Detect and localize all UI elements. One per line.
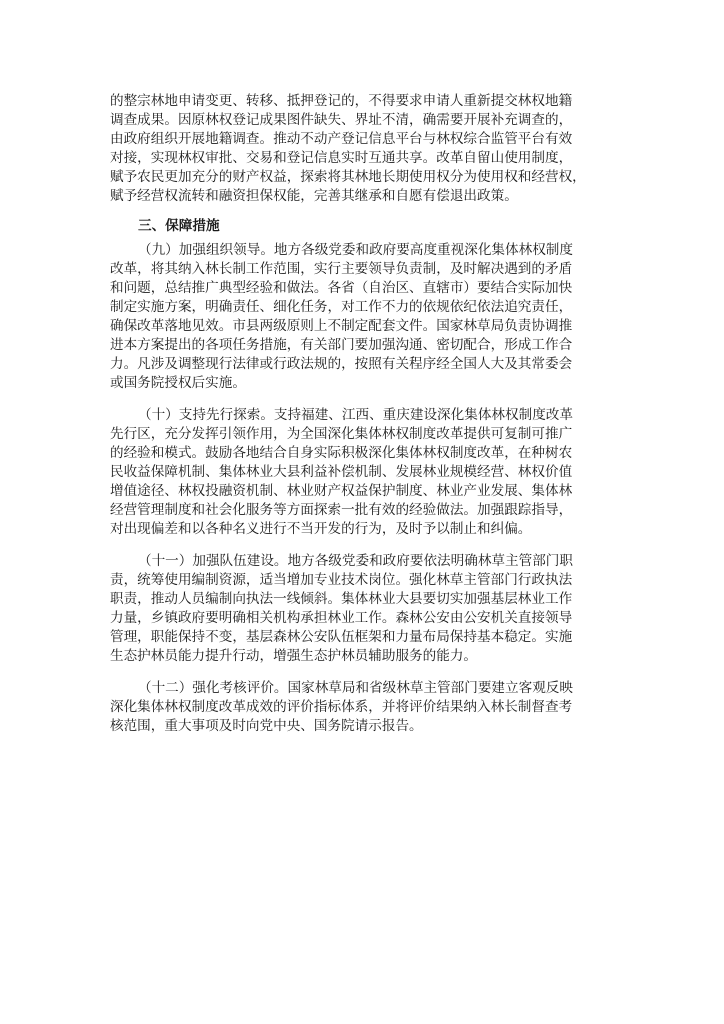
text-line: 和问题，总结推广典型经验和做法。各省（自治区、直辖市）要结合实际加快 [110,280,573,296]
text-line: 赋予农民更加充分的财产权益，探索将其林地长期使用权分为使用权和经营权， [110,169,586,185]
text-line: （十二）强化考核评价。国家林草局和省级林草主管部门要建立客观反映 [138,680,573,696]
text-line: 增值途径、林权投融资机制、林业财产权益保护制度、林业产业发展、集体林 [110,483,573,499]
paragraph-11 [110,552,618,666]
text-line: 先行区，充分发挥引领作用，为全国深化集体林权制度改革提供可复制可推广 [110,426,573,442]
text-line: （九）加强组织领导。地方各级党委和政府要高度重视深化集体林权制度 [138,242,573,258]
continuation-paragraph [110,92,618,206]
text-line: 或国务院授权后实施。 [110,375,246,391]
text-line: 对接，实现林权审批、交易和登记信息实时互通共享。改革自留山使用制度， [110,150,573,166]
text-line: 核范围，重大事项及时向党中央、国务院请示报告。 [110,718,423,734]
text-line: 进本方案提出的各项任务措施，有关部门要加强沟通、密切配合，形成工作合 [110,337,573,353]
text-line: （十一）加强队伍建设。地方各级党委和政府要依法明确林草主管部门职 [138,553,573,569]
text-line: 民收益保障机制、集体林业大县利益补偿机制、发展林业规模经营、林权价值 [110,464,573,480]
paragraph-gap [110,393,618,406]
text-line: 生态护林员能力提升行动，增强生态护林员辅助服务的能力。 [110,648,478,664]
document-page [110,92,618,736]
paragraph-12 [110,679,618,736]
paragraph-gap [110,666,618,679]
text-line: 的经验和模式。鼓励各地结合自身实际积极深化集体林权制度改革，在种树农 [110,445,573,461]
paragraph-10 [110,406,618,539]
text-line: 对出现偏差和以各种名义进行不当开发的行为，及时予以制止和纠偏。 [110,521,532,537]
text-line: 管理，职能保持不变，基层森林公安队伍框架和力量布局保持基本稳定。实施 [110,629,573,645]
text-line: 改革，将其纳入林长制工作范围，实行主要领导负责制，及时解决遇到的矛盾 [110,261,573,277]
section-heading: 三、保障措施 [138,218,220,234]
text-line: 力。凡涉及调整现行法律或行政法规的，按照有关程序经全国人大及其常委会 [110,356,573,372]
text-line: 确保改革落地见效。市县两级原则上不制定配套文件。国家林草局负责协调推 [110,318,573,334]
text-line: 赋予经营权流转和融资担保权能，完善其继承和自愿有偿退出政策。 [110,188,518,204]
text-line: 责，统筹使用编制资源，适当增加专业技术岗位。强化林草主管部门行政执法 [110,572,573,588]
text-line: 调查成果。因原林权登记成果图件缺失、界址不清，确需要开展补充调查的， [110,112,573,128]
paragraph-gap [110,539,618,552]
text-line: 深化集体林权制度改革成效的评价指标体系，并将评价结果纳入林长制督查考 [110,699,573,715]
paragraph-9 [110,241,618,393]
text-line: 经营管理制度和社会化服务等方面探索一批有效的经验做法。加强跟踪指导， [110,502,573,518]
text-line: 由政府组织开展地籍调查。推动不动产登记信息平台与林权综合监管平台有效 [110,131,573,147]
text-line: 职责，推动人员编制向执法一线倾斜。集体林业大县要切实加强基层林业工作 [110,591,573,607]
text-line: （十）支持先行探索。支持福建、江西、重庆建设深化集体林权制度改革 [138,407,573,423]
text-line: 的整宗林地申请变更、转移、抵押登记的，不得要求申请人重新提交林权地籍 [110,93,573,109]
text-line: 力量，乡镇政府要明确相关机构承担林业工作。森林公安由公安机关直接领导 [110,610,573,626]
text-line: 制定实施方案，明确责任、细化任务，对工作不力的依规依纪依法追究责任， [110,299,573,315]
